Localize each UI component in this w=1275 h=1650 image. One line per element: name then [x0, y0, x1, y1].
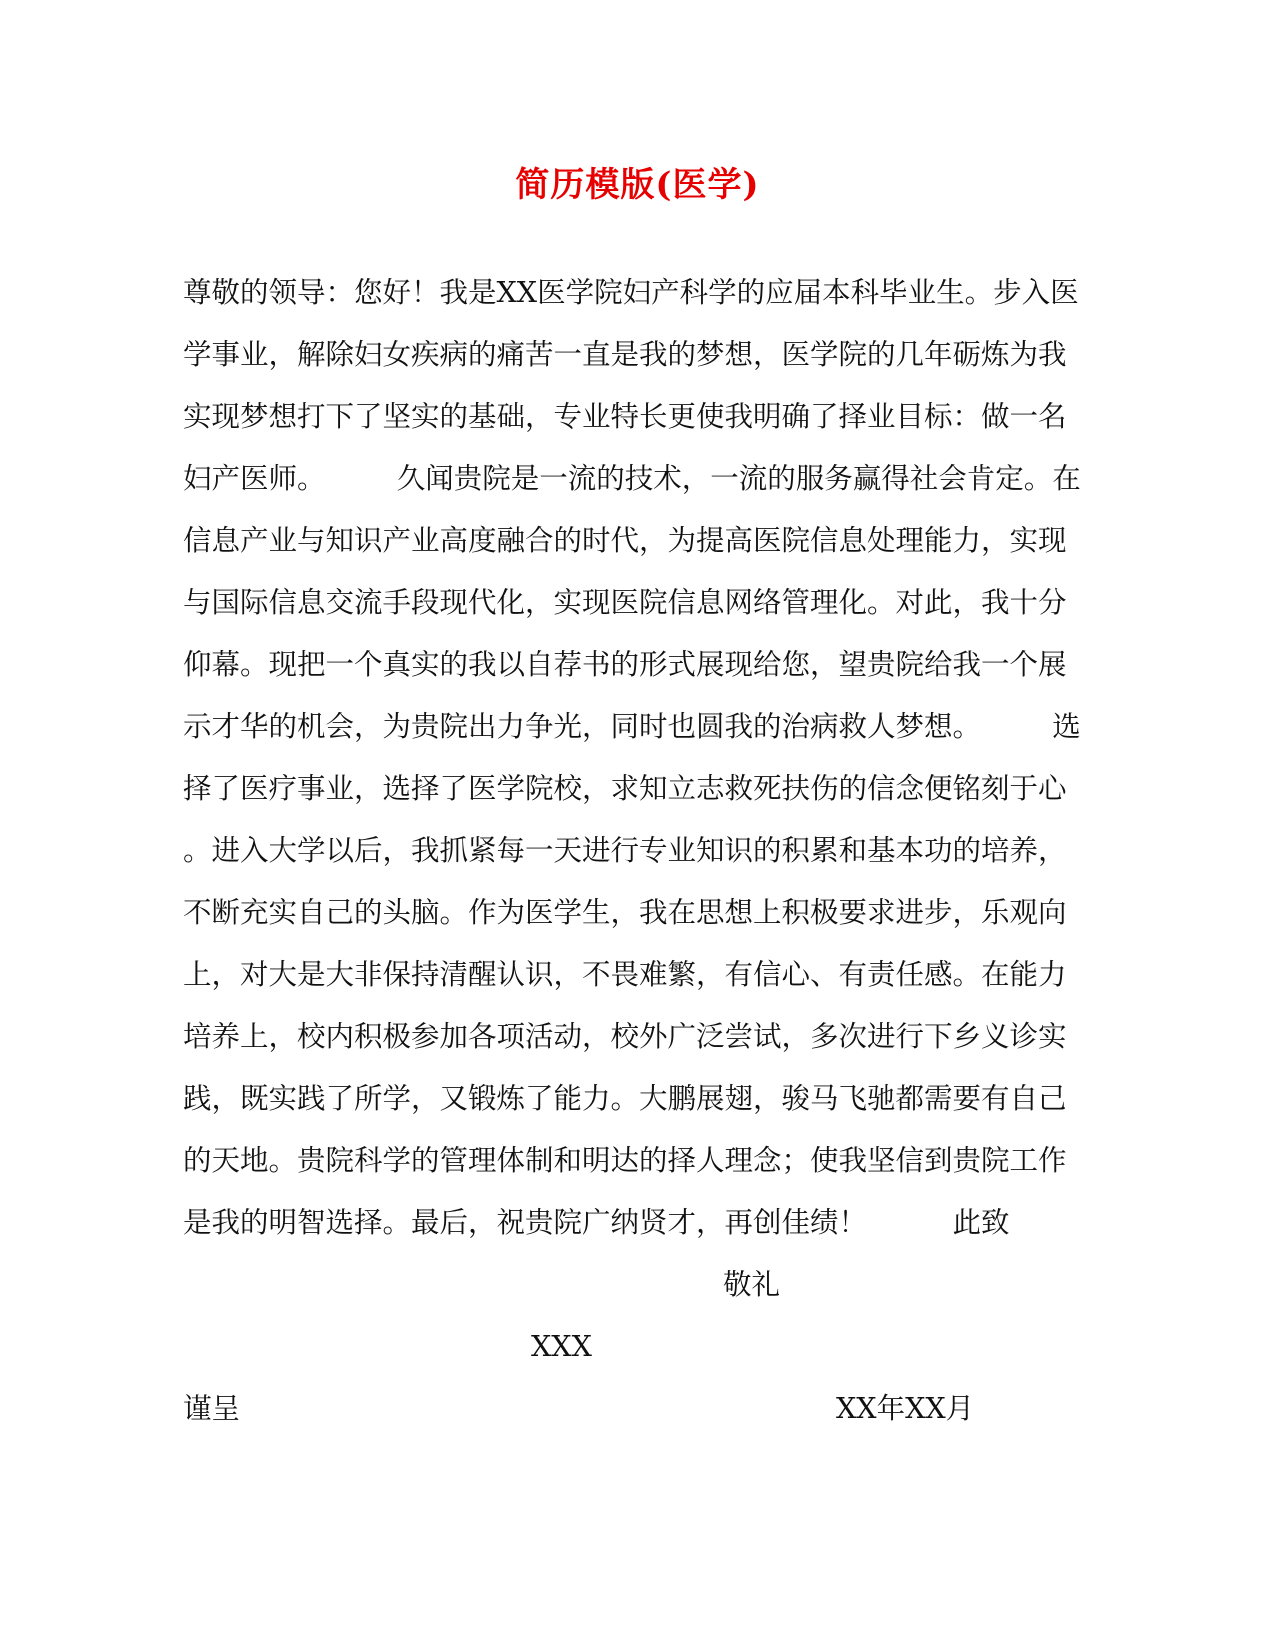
body-line: 妇产医师。 久闻贵院是一流的技术，一流的服务赢得社会肯定。在 — [183, 462, 1081, 495]
closing-salutation: 敬礼 — [723, 1268, 781, 1301]
body-line: 学事业，解除妇女疾病的痛苦一直是我的梦想，医学院的几年砺炼为我 — [183, 338, 1067, 371]
respectfully-submitted: 谨呈 — [183, 1392, 241, 1425]
body-line: 仰幕。现把一个真实的我以自荐书的形式展现给您，望贵院给我一个展 — [183, 648, 1067, 681]
body-line: 实现梦想打下了坚实的基础，专业特长更使我明确了择业目标：做一名 — [183, 400, 1067, 433]
body-line: 示才华的机会，为贵院出力争光，同时也圆我的治病救人梦想。 选 — [183, 710, 1081, 743]
body-line: 践，既实践了所学，又锻炼了能力。大鹏展翅，骏马飞驰都需要有自己 — [183, 1082, 1067, 1115]
body-line: 是我的明智选择。最后，祝贵院广纳贤才，再创佳绩！ 此致 — [183, 1206, 1010, 1239]
body-line: 上，对大是大非保持清醒认识，不畏难繁，有信心、有责任感。在能力 — [183, 958, 1067, 991]
body-line: 尊敬的领导：您好！我是XX医学院妇产科学的应届本科毕业生。步入医 — [183, 276, 1079, 309]
body-line: 与国际信息交流手段现代化，实现医院信息网络管理化。对此，我十分 — [183, 586, 1067, 619]
body-line: 不断充实自己的头脑。作为医学生，我在思想上积极要求进步，乐观向 — [183, 896, 1067, 929]
body-line: 信息产业与知识产业高度融合的时代，为提高医院信息处理能力，实现 — [183, 524, 1067, 557]
body-line: 择了医疗事业，选择了医学院校，求知立志救死扶伤的信念便铭刻于心 — [183, 772, 1067, 805]
signature-name: XXX — [531, 1330, 592, 1363]
body-line: 的天地。贵院科学的管理体制和明达的择人理念；使我坚信到贵院工作 — [183, 1144, 1067, 1177]
letter-date: XX年XX月 — [836, 1392, 975, 1425]
document-title: 简历模版(医学) — [515, 165, 760, 205]
body-line: 。进入大学以后，我抓紧每一天进行专业知识的积累和基本功的培养， — [183, 834, 1067, 867]
body-line: 培养上，校内积极参加各项活动，校外广泛尝试，多次进行下乡义诊实 — [183, 1020, 1067, 1053]
